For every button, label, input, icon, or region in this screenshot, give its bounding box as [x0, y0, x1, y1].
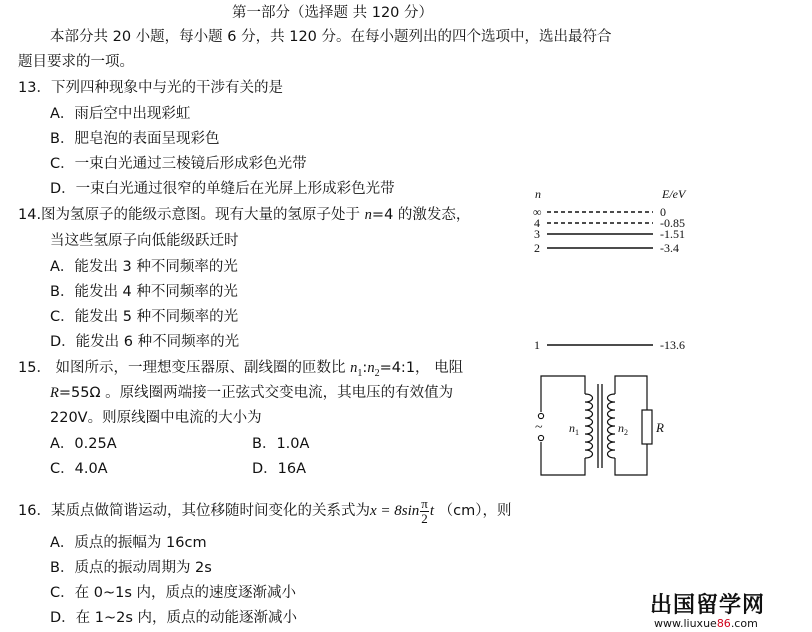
section-title: 第一部分（选择题 共 120 分）	[232, 5, 434, 21]
secondary-top-wire	[615, 376, 647, 410]
level-label-4: 4	[534, 216, 540, 230]
q15-ratio-colon: :	[362, 360, 368, 376]
q13-option-b: B．肥皂泡的表面呈现彩色	[50, 131, 220, 147]
q15-option-a: A．0.25A	[50, 436, 117, 452]
level-label-1: 1	[534, 338, 540, 352]
secondary-bottom-wire	[615, 444, 647, 475]
q15-option-b: B．1.0A	[252, 436, 310, 452]
q15-n1: n	[350, 360, 358, 376]
q16-option-b: B．质点的振动周期为 2s	[50, 560, 212, 576]
q16-option-c: C．在 0~1s 内，质点的速度逐渐减小	[50, 585, 296, 601]
question-13-stem: 13．下列四种现象中与光的干涉有关的是	[18, 80, 283, 96]
level-energy-infinity: 0	[660, 205, 666, 219]
q15-n2-sub: 2	[374, 367, 380, 379]
q14-option-a: A．能发出 3 种不同频率的光	[50, 259, 238, 275]
q16-option-d: D．在 1~2s 内，质点的动能逐渐减小	[50, 610, 298, 626]
q15-text-b: =4:1， 电阻	[379, 360, 464, 376]
primary-bottom-wire	[541, 442, 585, 475]
level-label-infinity: ∞	[533, 205, 542, 219]
q16-stem-prefix: 16．某质点做简谐运动，其位移随时间变化的关系式为	[18, 503, 370, 519]
source-terminal-top	[538, 413, 543, 418]
q14-option-d: D．能发出 6 种不同频率的光	[50, 334, 240, 350]
energy-level-diagram	[525, 186, 705, 356]
q16-formula-t: t	[429, 503, 434, 519]
q15-n2: n	[367, 360, 375, 376]
level-energy-2: -3.4	[660, 241, 679, 255]
resistor-label: R	[656, 420, 664, 435]
watermark-url: www.liuxue86.com	[654, 617, 758, 630]
diagram-n-axis-label: n	[535, 187, 541, 201]
q15-option-c: C．4.0A	[50, 461, 108, 477]
secondary-coil-label: $n_2$	[618, 421, 628, 437]
q14-stem-prefix: 14.图为氢原子的能级示意图。现有大量的氢原子处于	[18, 207, 365, 223]
primary-coil-label: $n_1$	[569, 421, 579, 437]
q14-stem-suffix: =4 的激发态，	[371, 207, 471, 223]
q16-formula-numerator: π	[421, 495, 428, 511]
question-15-stem-line-3: 220V。则原线圈中电流的大小为	[50, 410, 262, 426]
level-label-2: 2	[534, 241, 540, 255]
level-energy-4: -0.85	[660, 216, 685, 230]
watermark-title: 出国留学网	[650, 593, 766, 618]
question-16-stem	[18, 494, 511, 528]
source-terminal-bottom	[538, 435, 543, 440]
q15-r-var: R	[50, 385, 59, 401]
level-label-3: 3	[534, 227, 540, 241]
q16-option-a: A．质点的振幅为 16cm	[50, 535, 207, 551]
secondary-coil	[608, 394, 616, 458]
q15-option-d: D．16A	[252, 461, 307, 477]
q14-stem-variable: n	[364, 207, 372, 223]
resistor	[642, 410, 652, 444]
instructions-line-1: 本部分共 20 小题，每小题 6 分，共 120 分。在每小题列出的四个选项中，选出最符合	[50, 29, 612, 45]
q16-formula	[369, 495, 434, 526]
q15-text-a: 15． 如图所示，一理想变压器原、副线圈的匝数比	[18, 360, 351, 376]
primary-top-wire	[541, 376, 585, 412]
question-14-stem-line-2: 当这些氢原子向低能级跃迁时	[50, 233, 239, 249]
q14-option-c: C．能发出 5 种不同频率的光	[50, 309, 239, 325]
q13-option-d: D．一束白光通过很窄的单缝后在光屏上形成彩色光带	[50, 181, 395, 197]
watermark-logo	[650, 594, 810, 630]
transformer-circuit-diagram	[525, 372, 675, 480]
q14-option-b: B．能发出 4 种不同频率的光	[50, 284, 238, 300]
q16-formula-lhs: x = 8sin	[369, 503, 420, 519]
primary-coil	[585, 394, 593, 458]
ac-source-symbol: ~	[535, 420, 543, 435]
question-15-stem-line-2	[50, 383, 453, 403]
level-energy-3: -1.51	[660, 227, 685, 241]
question-15-stem-line-1	[18, 358, 463, 384]
q13-option-a: A．雨后空中出现彩虹	[50, 106, 191, 122]
q16-formula-fraction	[420, 497, 429, 526]
question-14-stem	[18, 205, 470, 225]
q15-n1-sub: 1	[357, 367, 363, 379]
q16-formula-denominator: 2	[421, 510, 428, 526]
instructions-line-2: 题目要求的一项。	[18, 54, 134, 70]
q13-option-c: C．一束白光通过三棱镜后形成彩色光带	[50, 156, 307, 172]
diagram-energy-axis-label: E/eV	[662, 187, 686, 201]
q15-line2-rest: =55Ω 。原线圈两端接一正弦式交变电流，其电压的有效值为	[58, 385, 454, 401]
q16-stem-suffix: （cm），则	[434, 503, 512, 519]
level-energy-1: -13.6	[660, 338, 685, 352]
